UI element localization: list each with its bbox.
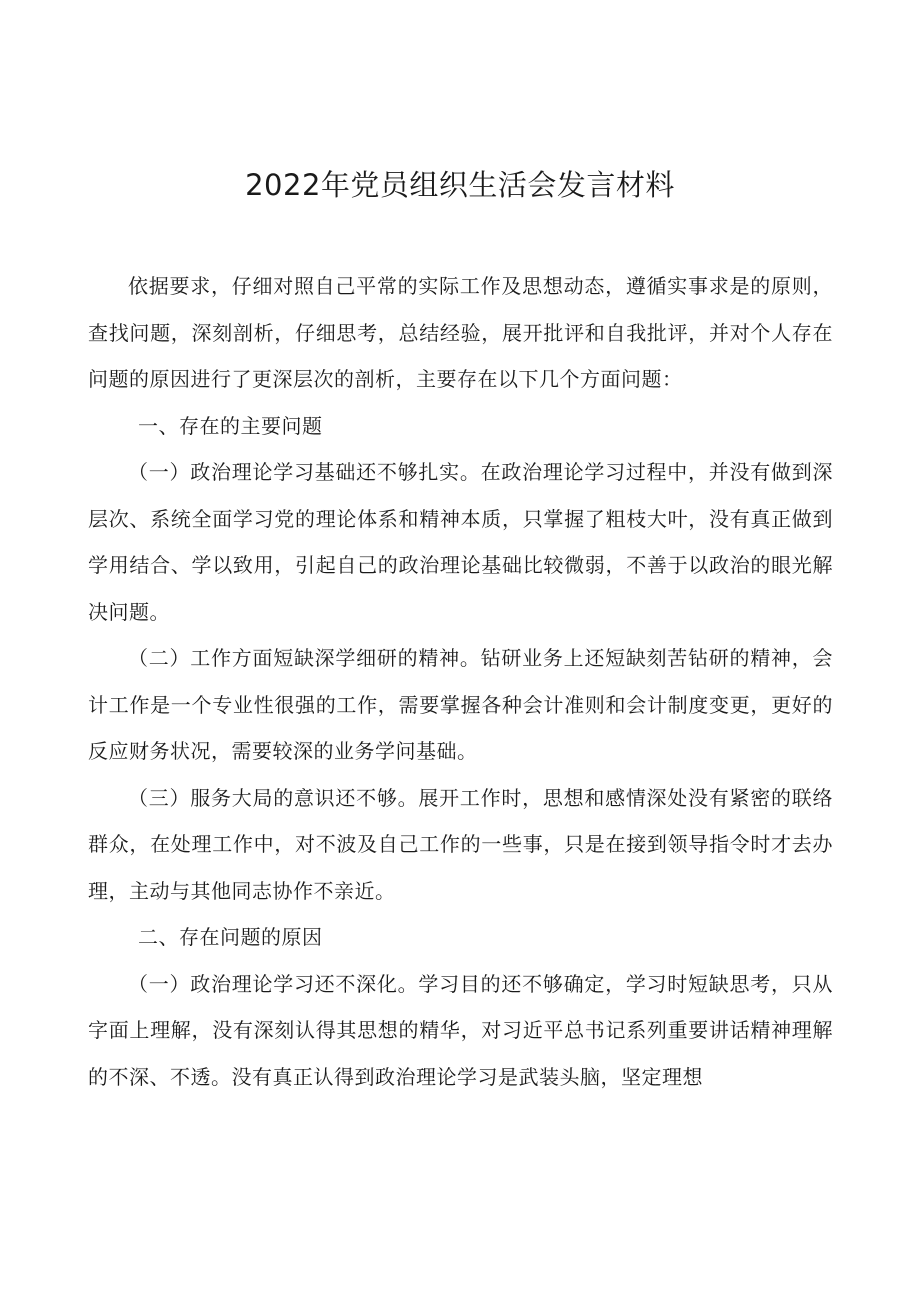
- problem-paragraph-3: （三）服务大局的意识还不够。展开工作时，思想和感情深处没有紧密的联络群众，在处理工作中，对不波及自己工作的一些事，只是在接到领导指令时才去办理，主动与其他同志协作不亲近。: [88, 785, 833, 903]
- cause-paragraph-1: （一）政治理论学习还不深化。学习目的还不够确定，学习时短缺思考，只从字面上理解，没有深刻认得其思想的精华，对习近平总书记系列重要讲话精神理解的不深、不透。没有真正认得到政治理论学习是武装头脑，坚定理想: [88, 971, 833, 1089]
- document-title: 2022年党员组织生活会发言材料: [245, 168, 675, 202]
- problem-paragraph-2: （二）工作方面短缺深学细研的精神。钻研业务上还短缺刻苦钻研的精神，会计工作是一个专业性很强的工作，需要掌握各种会计准则和会计制度变更，更好的反应财务状况，需要较深的业务学问基础。: [88, 646, 833, 763]
- problem-paragraph-1: （一）政治理论学习基础还不够扎实。在政治理论学习过程中，并没有做到深层次、系统全面学习党的理论体系和精神本质，只掌握了粗枝大叶，没有真正做到学用结合、学以致用，引起自己的政治理论基础比较微弱，不善于以政治的眼光解决问题。: [88, 460, 833, 624]
- section-heading-causes: 二、存在问题的原因: [138, 925, 323, 949]
- section-heading-main-problems: 一、存在的主要问题: [138, 413, 323, 438]
- document-body: [88, 263, 833, 1100]
- intro-paragraph: 依据要求，仔细对照自己平常的实际工作及思想动态，遵循实事求是的原则，查找问题，深刻剖析，仔细思考，总结经验，展开批评和自我批评，并对个人存在问题的原因进行了更深层次的剖析，主要存在以下几个方面问题：: [88, 274, 833, 391]
